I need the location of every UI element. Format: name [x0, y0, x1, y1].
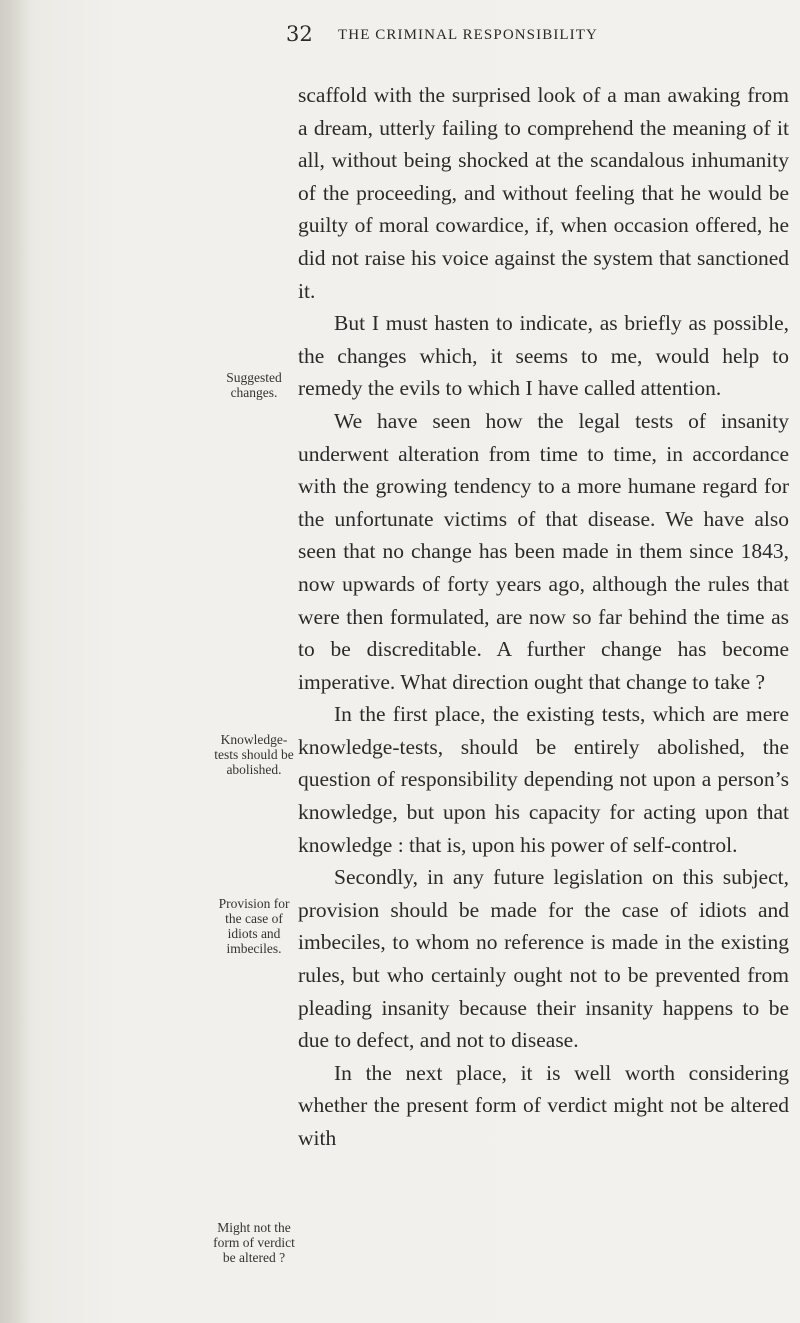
sidenote-knowledge-tests: Knowledge-tests should be abolished. — [214, 732, 294, 777]
page-header — [0, 22, 800, 62]
sidenote-verdict: Might not the form of verdict be altered ? — [213, 1220, 295, 1265]
page-number: 32 — [286, 22, 313, 46]
sidenote-provision: Provision for the case of idiots and imbeciles. — [218, 896, 290, 956]
paragraph-suggested-changes: But I must hasten to indicate, as briefly as possible, the changes which, it seems to me, would help to remedy the evils to which I have called attention. — [298, 311, 789, 401]
paragraph-continued: scaffold with the surprised look of a man awaking from a dream, utterly failing to comprehend the meaning of it all, without being shocked at the scandalous inhumanity of the proceeding, and without feeling that he would be guilty of moral cowardice, if, when occasion offered, he did not raise his voice against the system that sanctioned it. — [298, 83, 789, 303]
page-gutter — [0, 0, 30, 1323]
paragraph-idiots-imbeciles: Secondly, in any future legislation on this subject, provision should be made for the case of idiots and imbeciles, to whom no reference is made in the existing rules, but who certainly ought not to be prevented from pleading insanity because their insanity happens to be due to defect, and not to disease. — [298, 865, 789, 1053]
sidenote-suggested-changes: Suggested changes. — [226, 370, 282, 400]
paragraph-knowledge-tests: In the first place, the existing tests, which are mere knowledge-tests, should be entirely abolished, the question of responsibility depending not upon a person’s knowledge, but upon his capacity for acting upon that knowledge : that is, upon his power of self-control. — [298, 702, 789, 857]
running-head: THE CRIMINAL RESPONSIBILITY — [338, 27, 598, 43]
paragraph-legal-tests: We have seen how the legal tests of insanity underwent alteration from time to time, in accordance with the growing tendency to a more humane regard for the unfortunate victims of that disease. We have also seen that no change has been made in them since 1843, now upwards of forty years ago, although the rules that were then formulated, are now so far behind the time as to be discreditable. A further change has become imperative. What direction ought that change to take ? — [298, 408, 789, 694]
body-text — [298, 79, 789, 1155]
paragraph-verdict: In the next place, it is well worth considering whether the present form of verdict might not be altered with — [298, 1060, 789, 1150]
